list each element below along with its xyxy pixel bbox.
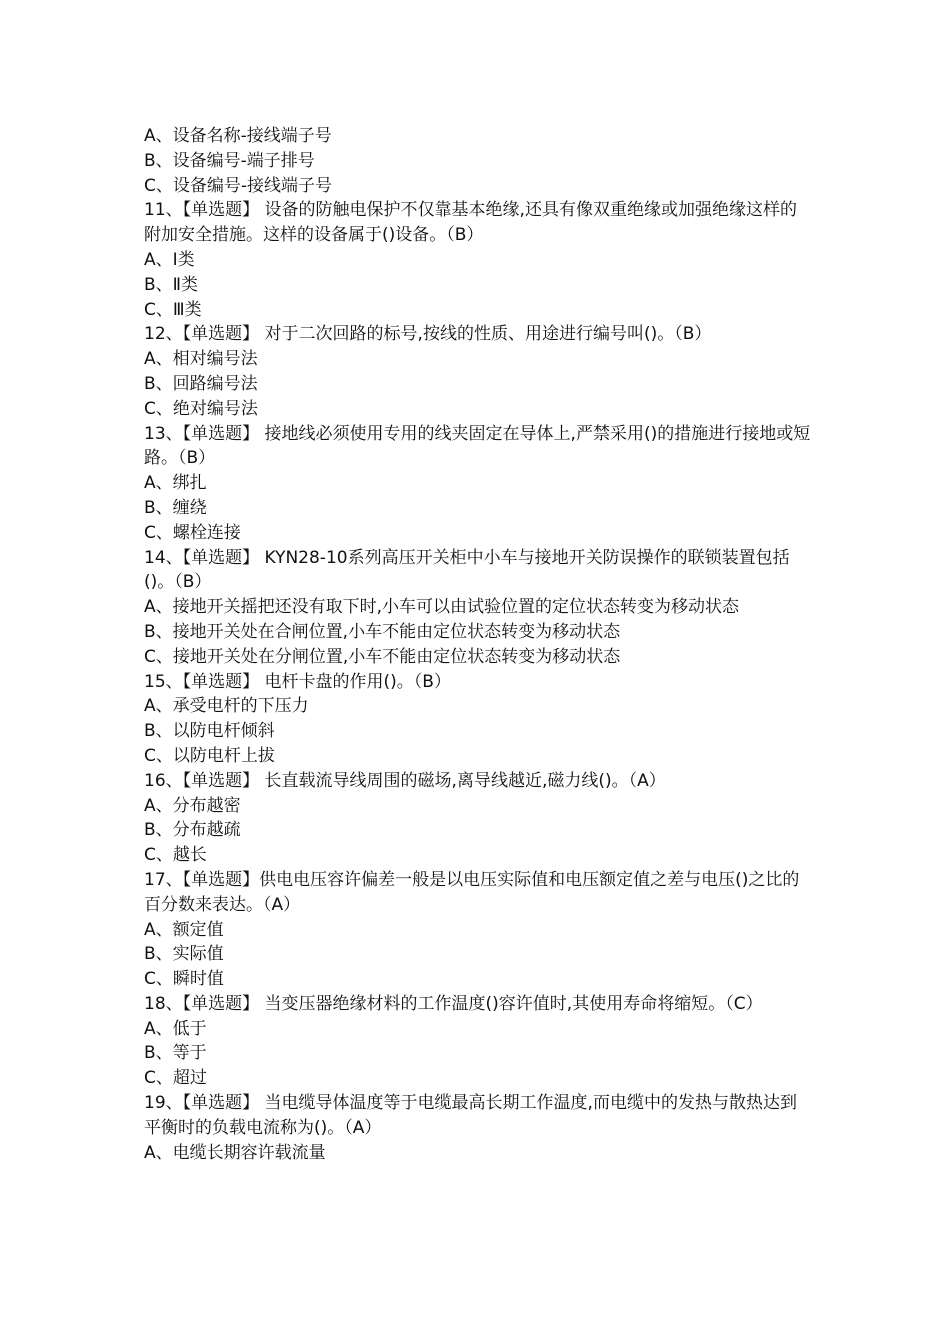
answer-option: C、越长 [144, 845, 207, 866]
answer-option: B、分布越疏 [144, 820, 241, 841]
answer-option: A、相对编号法 [144, 349, 258, 370]
answer-option: C、绝对编号法 [144, 398, 258, 419]
question-19: 19、【单选题】 当电缆导体温度等于电缆最高长期工作温度,而电缆中的发热与散热达到平衡时的负载电流称为()。（A） [144, 1093, 797, 1138]
answer-option: C、接地开关处在分闸位置,小车不能由定位状态转变为移动状态 [144, 646, 621, 667]
answer-option: C、超过 [144, 1068, 207, 1089]
question-13: 13、【单选题】 接地线必须使用专用的线夹固定在导体上,严禁采用()的措施进行接地或短路。（B） [144, 423, 811, 469]
answer-option: A、额定值 [144, 919, 224, 940]
answer-option: C、瞬时值 [144, 969, 224, 990]
answer-option: A、电缆长期容许载流量 [144, 1142, 326, 1163]
answer-option: A、低于 [144, 1018, 207, 1039]
answer-option: A、分布越密 [144, 795, 241, 816]
answer-option: A、接地开关摇把还没有取下时,小车可以由试验位置的定位状态转变为移动状态 [144, 597, 740, 618]
question-11: 11、【单选题】 设备的防触电保护不仅靠基本绝缘,还具有像双重绝缘或加强绝缘这样的附加安全措施。这样的设备属于()设备。（B） [144, 200, 797, 246]
answer-option: A、承受电杆的下压力 [144, 696, 309, 717]
question-15: 15、【单选题】 电杆卡盘的作用()。（B） [144, 671, 451, 692]
question-17: 17、【单选题】供电电压容许偏差一般是以电压实际值和电压额定值之差与电压()之比的百分数来表达。（A） [144, 869, 800, 915]
answer-option: B、回路编号法 [144, 373, 258, 394]
answer-option: C、设备编号-接线端子号 [144, 175, 333, 196]
answer-option: C、以防电杆上拔 [144, 745, 275, 766]
answer-option: C、螺栓连接 [144, 522, 241, 543]
answer-option: B、设备编号-端子排号 [144, 150, 315, 171]
answer-option: C、Ⅲ类 [144, 299, 202, 320]
answer-option: B、缠绕 [144, 497, 207, 518]
question-14: 14、【单选题】 KYN28-10系列高压开关柜中小车与接地开关防误操作的联锁装置包括()。（B） [144, 547, 790, 593]
answer-option: B、接地开关处在合闸位置,小车不能由定位状态转变为移动状态 [144, 621, 621, 642]
question-18: 18、【单选题】 当变压器绝缘材料的工作温度()容许值时,其使用寿命将缩短。（C） [144, 993, 763, 1014]
question-12: 12、【单选题】 对于二次回路的标号,按线的性质、用途进行编号叫()。（B） [144, 324, 712, 345]
answer-option: B、Ⅱ类 [144, 274, 199, 295]
answer-option: A、I类 [144, 249, 195, 270]
answer-option: B、以防电杆倾斜 [144, 721, 275, 742]
question-16: 16、【单选题】 长直载流导线周围的磁场,离导线越近,磁力线()。（A） [144, 770, 666, 791]
answer-option: B、等于 [144, 1043, 207, 1064]
answer-option: B、实际值 [144, 944, 224, 965]
document-body [144, 124, 812, 1165]
answer-option: A、绑扎 [144, 473, 207, 494]
answer-option: A、设备名称-接线端子号 [144, 126, 332, 146]
